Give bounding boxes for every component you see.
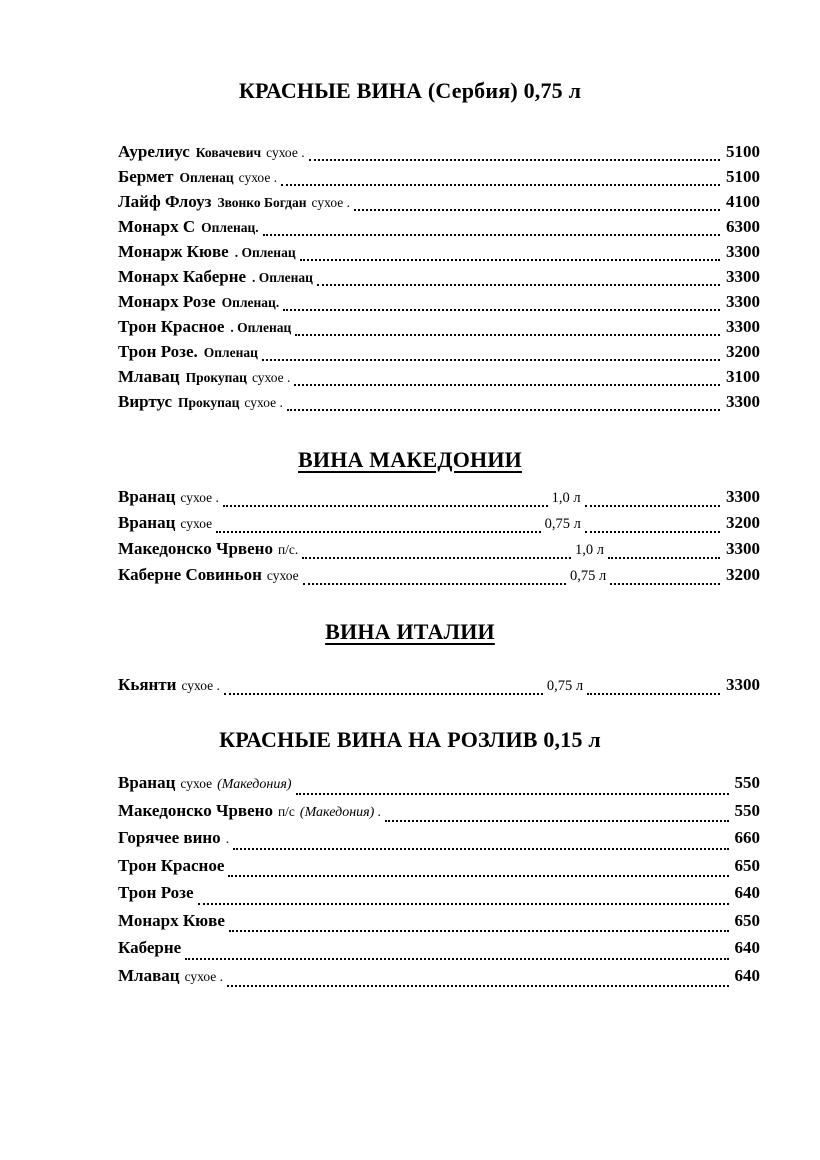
menu-item-row	[118, 565, 760, 591]
item-name: Млавац	[118, 965, 180, 985]
item-price: 3300	[726, 487, 760, 506]
dot-leader	[216, 531, 540, 533]
item-note: сухое	[180, 516, 213, 531]
dot-leader	[281, 184, 720, 186]
item-price: 3300	[726, 267, 760, 286]
dot-leader	[287, 409, 720, 411]
item-volume: 1,0 л	[575, 542, 605, 558]
wine-list-macedonia	[118, 487, 760, 591]
dot-leader	[309, 159, 720, 161]
item-producer: Звонко Богдан	[217, 195, 307, 210]
item-name: Монарх Каберне	[118, 267, 247, 286]
item-price: 3100	[726, 367, 760, 386]
menu-item-row	[118, 292, 760, 317]
item-name: Македонско Чрвено	[118, 800, 273, 820]
item-note: сухое .	[181, 678, 220, 693]
menu-item-row	[118, 242, 760, 267]
item-name: Лайф Флоуз	[118, 192, 212, 211]
dot-leader	[283, 309, 720, 311]
dot-leader	[185, 958, 728, 960]
item-name: Македонско Чрвено	[118, 539, 273, 558]
item-note: сухое .	[180, 490, 219, 505]
item-price: 650	[734, 855, 760, 875]
item-name: Монарх С	[118, 217, 196, 236]
menu-item-row	[118, 487, 760, 513]
menu-item-row	[118, 367, 760, 392]
menu-item-row	[118, 217, 760, 242]
item-volume: 0,75 л	[546, 678, 584, 694]
dot-leader	[262, 359, 720, 361]
item-price: 640	[734, 965, 760, 985]
item-name: Каберне	[118, 938, 182, 957]
menu-item-row	[118, 167, 760, 192]
item-price: 640	[734, 938, 760, 957]
item-note: п/с.	[277, 542, 299, 557]
item-price: 3200	[726, 342, 760, 361]
item-name: Каберне Совиньон	[118, 565, 262, 584]
dot-leader	[300, 259, 720, 261]
item-price: 550	[734, 800, 760, 820]
item-price: 3300	[726, 292, 760, 311]
item-note: сухое	[180, 776, 213, 791]
item-price: 4100	[726, 192, 760, 211]
item-name: Вранац	[118, 513, 176, 532]
section-title-macedonia-wines	[0, 447, 820, 473]
menu-item-row	[118, 392, 760, 417]
item-note: сухое .	[311, 195, 350, 210]
menu-item-row	[118, 938, 760, 966]
item-name: Монарх Розе	[118, 292, 216, 311]
dot-leader	[198, 903, 729, 905]
dot-leader	[354, 209, 720, 211]
item-note: сухое	[266, 568, 299, 583]
wine-list-red-serbia	[118, 142, 760, 417]
menu-item-row	[118, 828, 760, 856]
menu-item-row	[118, 773, 760, 801]
dot-leader	[303, 583, 566, 585]
menu-item-row	[118, 883, 760, 911]
dot-leader	[610, 583, 720, 585]
section-title-text: КРАСНЫЕ ВИНА НА РОЗЛИВ 0,15 л	[219, 727, 601, 752]
item-name: Вранац	[118, 487, 176, 506]
item-price: 3300	[726, 675, 760, 694]
item-producer: Опленац.	[221, 295, 280, 310]
item-note: сухое .	[251, 370, 291, 385]
menu-item-row	[118, 142, 760, 167]
menu-item-row	[118, 911, 760, 939]
item-note: сухое .	[266, 145, 305, 160]
item-volume: 0,75 л	[544, 516, 581, 532]
item-name: Монарж Кюве	[118, 242, 229, 261]
dot-leader	[585, 505, 720, 507]
item-name: Монарх Кюве	[118, 910, 225, 930]
menu-item-row	[118, 966, 760, 994]
item-price: 3300	[726, 392, 760, 411]
section-title-text: ВИНА ИТАЛИИ	[325, 619, 495, 644]
section-title-red-wines-serbia	[0, 78, 820, 104]
dot-leader	[302, 557, 571, 559]
item-producer: Прокупац	[185, 370, 247, 385]
item-note: сухое .	[244, 395, 283, 410]
item-name: Бермет	[118, 167, 174, 186]
dot-leader	[317, 284, 720, 286]
item-name: Аурелиус	[118, 142, 190, 161]
section-title-italy-wines	[0, 619, 820, 645]
dot-leader	[608, 557, 720, 559]
item-origin-note: (Македония) .	[299, 804, 382, 820]
item-producer: . Опленац	[234, 245, 296, 260]
item-name: Виртус	[118, 392, 173, 411]
section-title-text: ВИНА МАКЕДОНИИ	[298, 447, 522, 472]
menu-item-row	[118, 267, 760, 292]
item-price: 6300	[726, 217, 760, 236]
item-name: Кьянти	[118, 675, 177, 694]
dot-leader	[295, 334, 720, 336]
menu-item-row	[118, 856, 760, 884]
menu-item-row	[118, 801, 760, 829]
section-title-red-wines-by-glass	[0, 727, 820, 753]
dot-leader	[296, 793, 729, 795]
wine-list-red-by-glass	[118, 773, 760, 993]
item-price: 640	[734, 883, 760, 902]
item-producer: . Опленац	[252, 270, 313, 285]
dot-leader	[263, 234, 720, 236]
item-price: 3200	[726, 565, 760, 584]
dot-leader	[294, 384, 720, 386]
item-price: 3300	[726, 242, 760, 261]
item-producer: Опленац	[203, 345, 258, 360]
item-producer: . Опленац	[230, 320, 292, 335]
item-note: п/с	[277, 803, 295, 819]
item-volume: 1,0 л	[551, 490, 581, 506]
wine-list-italy	[118, 675, 760, 701]
dot-leader	[587, 693, 720, 695]
item-producer: Прокупац	[178, 395, 240, 410]
item-price: 3300	[726, 539, 760, 558]
item-price: 660	[734, 828, 760, 847]
item-price: 5100	[726, 167, 760, 186]
item-note: .	[225, 831, 230, 846]
item-name: Трон Красное	[118, 317, 225, 336]
item-origin-note: (Македония)	[217, 777, 292, 792]
item-price: 550	[734, 773, 760, 792]
dot-leader	[227, 985, 728, 987]
dot-leader	[228, 875, 728, 877]
dot-leader	[223, 505, 548, 507]
item-producer: Опленац.	[201, 220, 259, 235]
item-volume: 0,75 л	[570, 568, 607, 584]
item-price: 3200	[726, 513, 760, 532]
item-name: Трон Розе.	[118, 342, 198, 361]
item-price: 650	[734, 910, 760, 930]
item-note: сухое .	[238, 170, 278, 185]
item-price: 3300	[726, 317, 760, 336]
dot-leader	[229, 930, 729, 932]
dot-leader	[585, 531, 720, 533]
item-name: Трон Красное	[118, 855, 225, 875]
menu-item-row	[118, 539, 760, 565]
item-name: Горячее вино	[118, 828, 221, 847]
dot-leader	[233, 848, 728, 850]
menu-item-row	[118, 317, 760, 342]
item-note: сухое .	[184, 968, 224, 984]
dot-leader	[224, 693, 543, 695]
item-name: Вранац	[118, 773, 176, 792]
item-name: Трон Розе	[118, 883, 194, 902]
item-producer: Ковачевич	[195, 145, 262, 160]
menu-item-row	[118, 192, 760, 217]
item-name: Млавац	[118, 367, 180, 386]
menu-item-row	[118, 675, 760, 701]
menu-item-row	[118, 513, 760, 539]
dot-leader	[385, 820, 728, 822]
item-price: 5100	[726, 142, 760, 161]
item-producer: Опленац	[179, 170, 234, 185]
section-title-text: КРАСНЫЕ ВИНА (Сербия) 0,75 л	[238, 78, 582, 103]
menu-item-row	[118, 342, 760, 367]
